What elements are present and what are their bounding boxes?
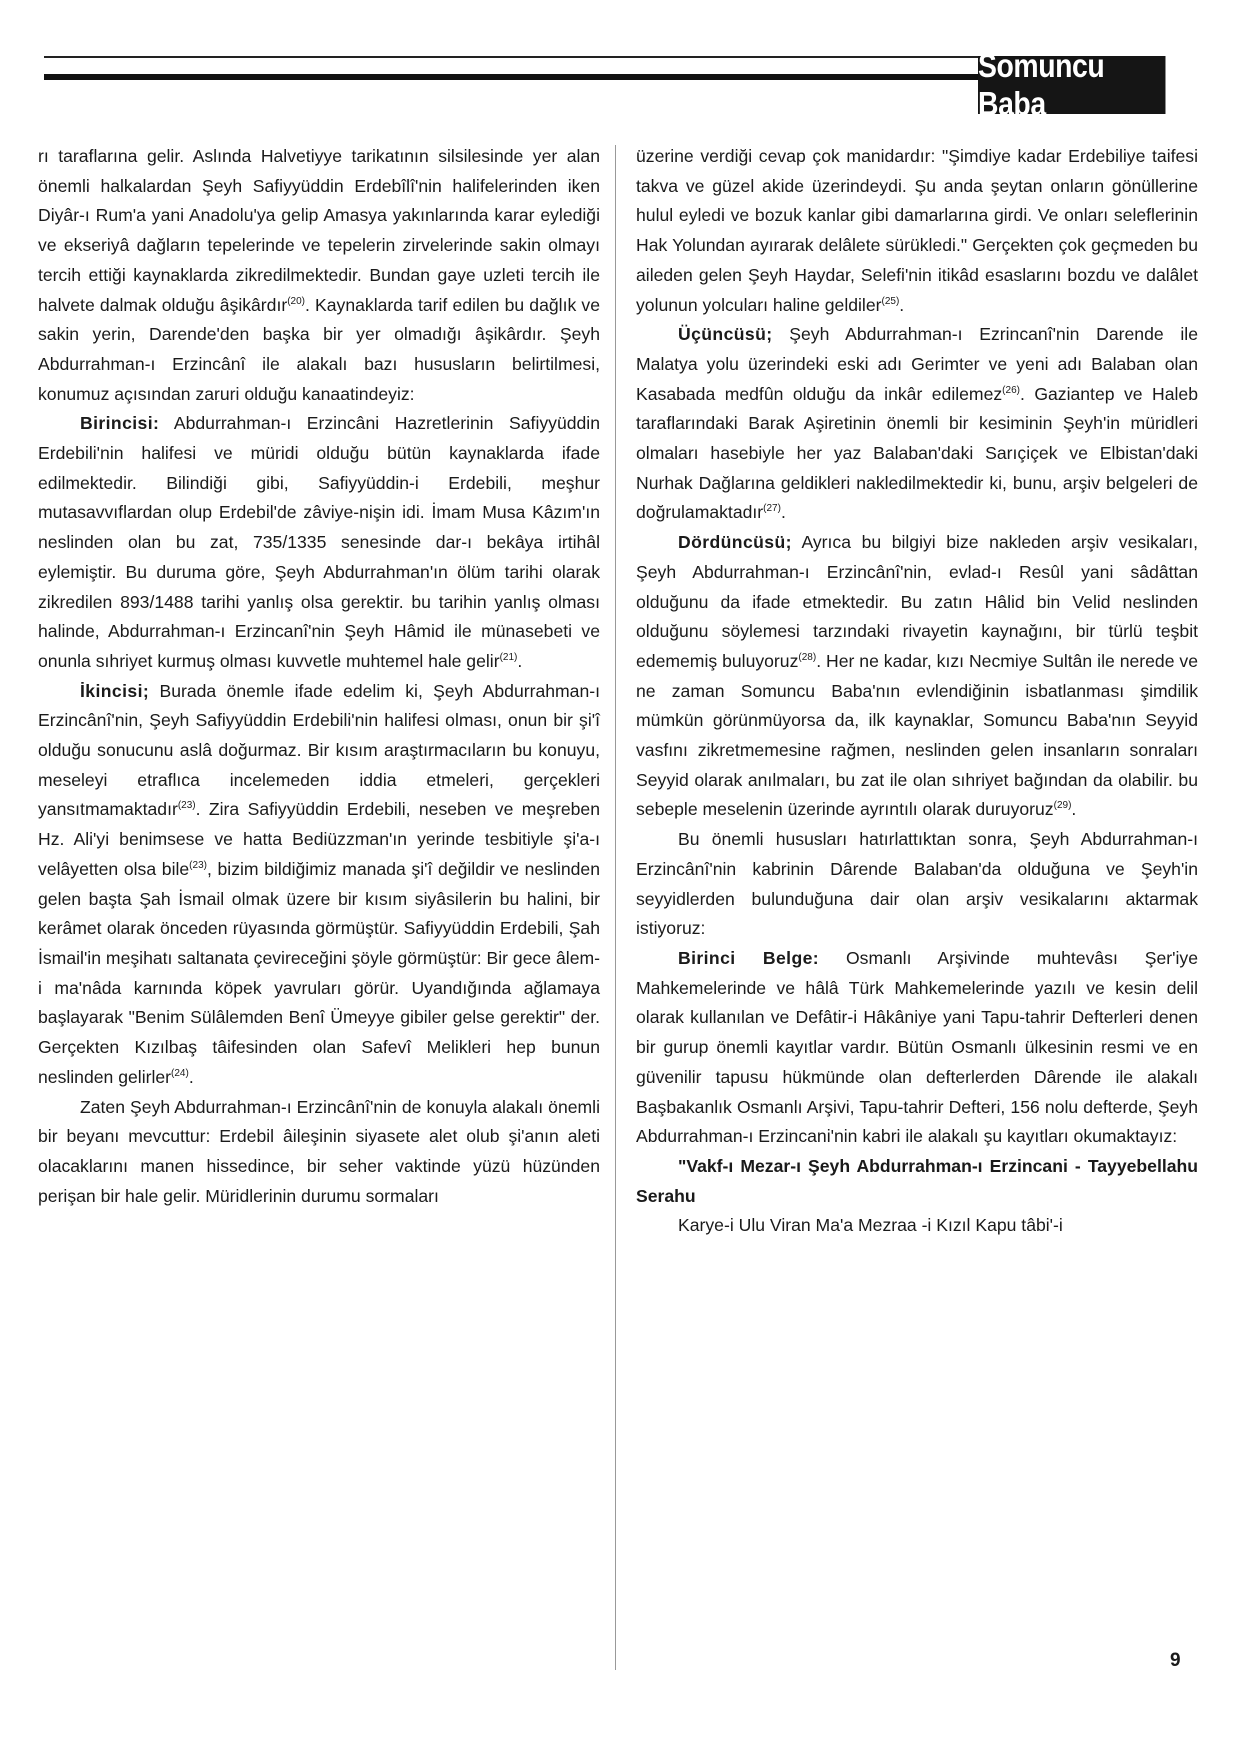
left-column [38, 142, 600, 1211]
section-lead: Üçüncüsü; [678, 324, 773, 345]
archive-quote: "Vakf-ı Mezar-ı Şeyh Abdurrahman-ı Erzincani - Tayyebellahu Serahu [636, 1155, 1198, 1206]
section-lead: Birinci Belge: [678, 947, 820, 968]
page-number: 9 [1170, 1650, 1181, 1671]
section-lead: Dördüncüsü; [678, 532, 792, 553]
footnote-ref: (24) [171, 1067, 189, 1079]
header-rule-thin [44, 56, 978, 58]
paragraph: Dördüncüsü; Ayrıca bu bilgiyi bize nakleden arşiv vesikaları, Şeyh Abdurrahman-ı Erzincânî'nin, evlad-ı Resûl yani sâdâttan olduğunu da ifade etmektedir. Bu zatın Hâlid bin Velid neslinden olduğunu söylemesi tarzındaki rivayetin kaynağını, bir türlü teşbit edememiş buluyoruz$^{(28)}$. Her ne kadar, kızı Necmiye Sultân ile nerede ve ne zaman Somuncu Baba'nın evlendiğinin isbatlanması şimdilik mümkün görünmüyorsa da, ilk kaynaklar, Somuncu Baba'nın Seyyid vasfını zikretmemesine rağmen, neslinden gelen insanların sonraları Seyyid olarak anılmaları, bu zat ile olan sıhriyet bağından da olabilir. bu sebeple meselenin üzerinde ayrıntılı olarak duruyoruz$^{(29)}$. [636, 532, 1198, 820]
footnote-ref: (26) [1002, 384, 1020, 396]
footnote-ref: (20) [287, 295, 305, 307]
footnote-ref: (28) [798, 651, 817, 663]
section-lead: İkincisi; [80, 680, 150, 701]
footnote-ref: (25) [881, 295, 900, 307]
right-column [636, 142, 1198, 1241]
footnote-ref: (21) [499, 651, 518, 663]
footnote-ref: (23) [177, 800, 196, 812]
column-divider [615, 145, 616, 1670]
paragraph: rı taraflarına gelir. Aslında Halvetiyye tarikatının silsilesinde yer alan önemli halkalardan Şeyh Safiyyüddin Erdebîlî'nin halifelerinden iken Diyâr-ı Rum'a yani Anadolu'ya gelip Amasya yakınlarında karar eylediği ve ekseriyâ dağların tepelerinde ve tepelerin zirvelerinde sakin olmayı tercih ettiği kaynaklarda zikredilmektedir. Bundan gaye uzleti tercih ile halvete dalmak olduğu âşikârdır$^{(20)}$. Kaynaklarda tarif edilen bu dağlık ve sakin yerin, Darende'den başka bir yer olmadığı âşikârdır. Şeyh Abdurrahman-ı Erzincânî ile alakalı bazı hususların belirtilmesi, konumuz açısından zaruri olduğu kanaatindeyiz: [38, 146, 600, 404]
paragraph: Birincisi: Abdurrahman-ı Erzincâni Hazretlerinin Safiyyüddin Erdebili'nin halifesi ve müridi olduğu bütün kaynaklarda ifade edilmektedir. Bilindiği gibi, Safiyyüddin-i Erdebili, meşhur mutasavvıflardan olup Erdebil'de zâviye-nişin idi. İmam Musa Kâzım'ın neslinden olan bu zat, 735/1335 senesinde dar-ı bekâya irtihâl eylemiştir. Bu duruma göre, Şeyh Abdurrahman'ın ölüm tarihi olarak zikredilen 893/1488 tarihi yanlış olsa gerektir. bu tarihin yanlış olması halinde, Abdurrahman-ı Erzincanî'nin Şeyh Hâmid ile münasebeti ve onunla sıhriyet kurmuş olması kuvvetle muhtemel hale gelir$^{(21)}$. [38, 413, 600, 671]
footnote-ref: (23) [189, 859, 207, 871]
paragraph: Karye-i Ulu Viran Ma'a Mezraa -i Kızıl Kapu tâbi'-i [678, 1215, 1063, 1236]
paragraph: Üçüncüsü; Şeyh Abdurrahman-ı Ezrincanî'nin Darende ile Malatya yolu üzerindeki eski adı Gerimter ve yeni adı Balaban olan Kasabada medfûn olduğu da inkâr edilemez$^{(26)}$. Gaziantep ve Haleb taraflarındaki Barak Aşiretinin önemli bir kesiminin Şeyh'in müridleri olmaları hasebiyle her yaz Balaban'daki Sarıçiçek ve Elbistan'daki Nurhak Dağlarına geldikleri nakledilmektedir ki, bunu, arşiv belgeleri de doğrulamaktadır$^{(27)}$. [636, 324, 1198, 523]
paragraph: Zaten Şeyh Abdurrahman-ı Erzincânî'nin de konuyla alakalı önemli bir beyanı mevcuttur: Erdebil âileşinin siyasete alet olub şi'anın aleti olacaklarını manen hissedince, bir seher vaktinde yüzü hüzünden perişan bir hale gelir. Müridlerinin durumu sormaları [38, 1096, 600, 1206]
footnote-ref: (27) [763, 503, 781, 515]
footnote-ref: (29) [1053, 800, 1072, 812]
paragraph: Bu önemli hususları hatırlattıktan sonra, Şeyh Abdurrahman-ı Erzincânî'nin kabrinin Dârende Balaban'da olduğuna ve Şeyh'in seyyidlerden bulunduğuna dair olan arşiv vesikalarını aktarmak istiyoruz: [636, 829, 1198, 939]
header-rule-thick [44, 74, 978, 80]
paragraph: İkincisi; Burada önemle ifade edelim ki, Şeyh Abdurrahman-ı Erzincânî'nin, Şeyh Safiyyüddin Erdebili'nin halifesi olması, onun bir şi'î olduğu sonucunu aslâ doğurmaz. Bir kısım araştırmacıların bu konuyu, meseleyi etraflıca incelemeden iddia etmeleri, gerçekleri yansıtmamaktadır$^{(23)}$. Zira Safiyyüddin Erdebili, neseben ve meşreben Hz. Ali'yi benimsese ve hatta Bediüzzman'ın yerinde tesbitiyle şi'a-ı velâyetten olsa bile$^{(23)}$, bizim bildiğimiz manada şi'î değildir ve neslinden gelen başta Şah İsmail olmak üzere bir kısım siyâsilerin bu halini, bir kerâmet olarak önceden rüyasında görmüştür. Safiyyüddin Erdebili, Şah İsmail'in meşihatı saltanata çevireceğini şöyle görmüştür: Bir gece âlem-i ma'nâda karnında köpek yavruları görür. Uyandığında ağlamaya başlayarak "Benim Sülâlemden Benî Ümeyye gibiler gelse gerektir" der. Gerçekten Kızılbaş tâifesinden olan Safevî Melikleri hep bunun neslinden gelirler$^{(24)}$. [38, 680, 600, 1087]
paragraph: üzerine verdiği cevap çok manidardır: "Şimdiye kadar Erdebiliye taifesi takva ve güzel akide üzerindeydi. Şu anda şeytan onların gönüllerine hulul eyledi ve bozuk kanlar gibi damarlarına girdi. Ve onları seleflerinin Hak Yolundan ayırarak delâlete sürükledi." Gerçekten çok geçmeden bu aileden gelen Şeyh Haydar, Selefi'nin itikâd esaslarını bozdu ve dalâlet yolunun yolcuları haline geldiler$^{(25)}$. [636, 146, 1198, 315]
masthead: Somuncu Baba [978, 56, 1165, 114]
section-lead: Birincisi: [80, 413, 160, 434]
paragraph: Birinci Belge: Osmanlı Arşivinde muhtevâsı Şer'iye Mahkemelerinde ve hâlâ Türk Mahkemelerinde yazılı ve kesin delil olarak kullanılan ve Defâtir-i Hâkâniye yani Tapu-tahrir Defterleri denen bir gurup önemli kayıtlar vardır. Bütün Osmanlı ülkesinin resmi ve en güvenilir tapusu hükmünde olan defterlerden Dârende ile alakalı Başbakanlık Osmanlı Arşivi, Tapu-tahrir Defteri, 156 nolu defterde, Şeyh Abdurrahman-ı Erzincani'nin kabri ile alakalı şu kayıtları okumaktayız: [636, 947, 1198, 1147]
